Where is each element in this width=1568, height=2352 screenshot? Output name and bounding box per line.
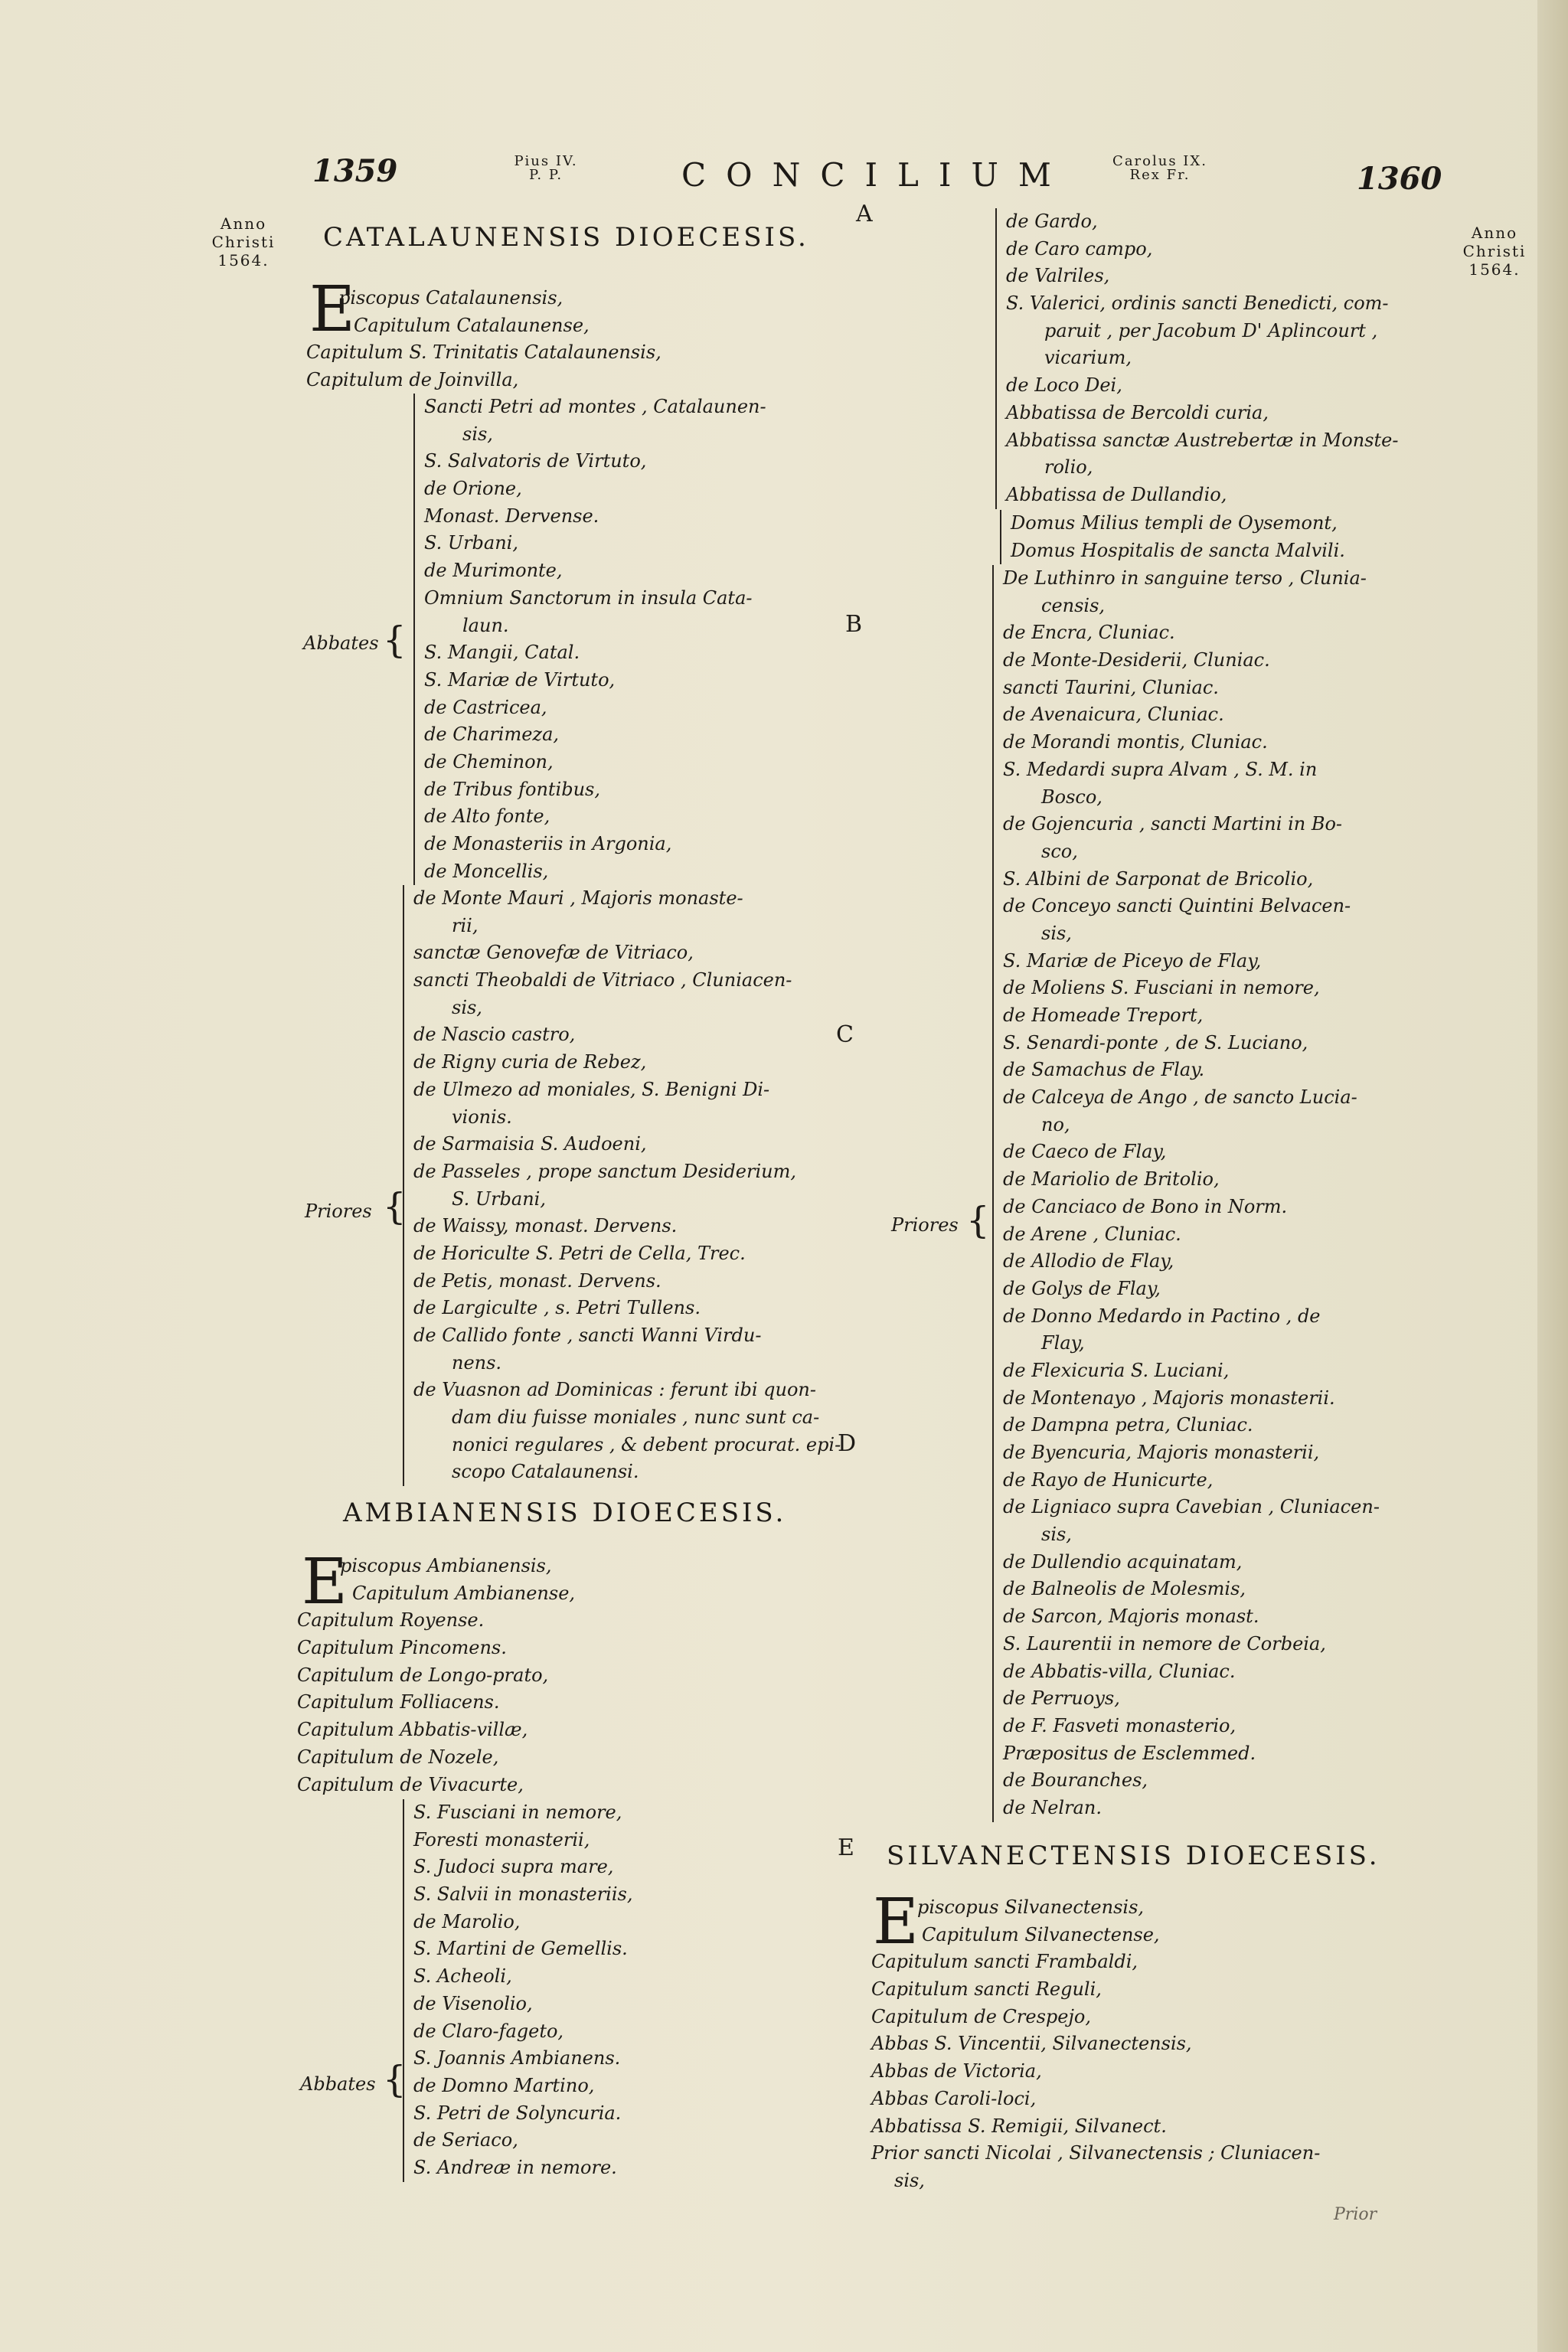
- header-king: Carolus IX.: [1112, 153, 1207, 169]
- year: 1564.: [217, 251, 270, 270]
- list-item: de Murimonte,: [424, 560, 563, 582]
- intro-line: Capitulum de Longo-prato,: [297, 1664, 549, 1686]
- list-item: Capitulum sancti Frambaldi,: [871, 1951, 1138, 1973]
- list-item: Monast. Dervense.: [424, 505, 599, 527]
- list-item: de Seriaco,: [413, 2129, 518, 2151]
- header-king-title: Rex Fr.: [1129, 167, 1191, 183]
- list-item: de Nelran.: [1003, 1796, 1102, 1818]
- right-priores-label: Priores: [891, 1214, 959, 1236]
- list-item: de Rayo de Hunicurte,: [1003, 1468, 1214, 1491]
- list-item: rii,: [452, 914, 479, 936]
- list-item: S. Senardi-ponte , de S. Luciano,: [1003, 1031, 1308, 1054]
- list-item: de Bouranches,: [1003, 1769, 1148, 1792]
- intro-line: Capitulum de Vivacurte,: [297, 1773, 524, 1795]
- list-item: de Caro campo,: [1006, 237, 1153, 260]
- anno-christi-left: [198, 214, 289, 270]
- list-item: de Passeles , prope sanctum Desiderium,: [413, 1160, 796, 1182]
- list-item: Abbatissa S. Remigii, Silvanect.: [871, 2115, 1167, 2137]
- list-item: S. Mangii, Catal.: [424, 642, 580, 664]
- list-item: de Castricea,: [424, 696, 547, 718]
- ambianensis-title: AMBIANENSIS DIOECESIS.: [343, 1498, 787, 1528]
- intro-line: Capitulum Folliacens.: [297, 1691, 500, 1713]
- page-header: [0, 153, 1568, 199]
- list-item: de Canciaco de Bono in Norm.: [1003, 1195, 1288, 1217]
- list-item: de Moncellis,: [424, 860, 549, 882]
- anno-word: Anno: [1471, 224, 1518, 242]
- list-item: no,: [1041, 1113, 1070, 1135]
- list-item: S. Medardi supra Alvam , S. M. in: [1003, 758, 1318, 780]
- list-item: de Flexicuria S. Luciani,: [1003, 1359, 1230, 1381]
- list-item: S. Mariæ de Piceyo de Flay,: [1003, 949, 1262, 972]
- list-item: Prior sancti Nicolai , Silvanectensis ; Cluniacen-: [871, 2142, 1321, 2164]
- intro-line: Capitulum de Nozele,: [297, 1746, 499, 1768]
- list-item: de Morandi montis, Cluniac.: [1003, 731, 1268, 753]
- list-item: S. Martini de Gemellis.: [413, 1938, 628, 1960]
- list-item: Abbas S. Vincentii, Silvanectensis,: [871, 2033, 1192, 2055]
- running-title: CONCILIUM: [681, 156, 1071, 194]
- header-pope: Pius IV.: [514, 153, 578, 169]
- list-item: S. Laurentii in nemore de Corbeia,: [1003, 1632, 1326, 1655]
- list-item: Capitulum Silvanectense,: [922, 1923, 1160, 1945]
- list-item: de Moliens S. Fusciani in nemore,: [1003, 977, 1320, 999]
- christi-word: Christi: [1462, 242, 1527, 260]
- list-item: de Claro-fageto,: [413, 2020, 564, 2042]
- list-item: vicarium,: [1044, 347, 1132, 369]
- list-item: de Monte Mauri , Majoris monaste-: [413, 887, 743, 909]
- list-item: de Samachus de Flay.: [1003, 1059, 1205, 1081]
- anno-word: Anno: [220, 214, 267, 233]
- ambianensis-abbates-label: Abbates: [300, 2073, 376, 2095]
- list-item: S. Urbani,: [452, 1187, 546, 1210]
- list-item: de Largiculte , s. Petri Tullens.: [413, 1297, 701, 1319]
- list-item: de Gardo,: [1006, 211, 1098, 232]
- catalaunensis-title: CATALAUNENSIS DIOECESIS.: [323, 222, 809, 253]
- intro-line: piscopus Catalaunensis,: [338, 287, 564, 309]
- silvanectensis-list: [871, 1894, 1453, 2195]
- list-item: de Visenolio,: [413, 1992, 533, 2014]
- list-item: S. Petri de Solyncuria.: [413, 2102, 622, 2124]
- list-item: Abbas Caroli-loci,: [871, 2087, 1037, 2109]
- list-item: de Alto fonte,: [424, 805, 550, 828]
- list-item: paruit , per Jacobum D' Aplincourt ,: [1044, 319, 1378, 341]
- list-item: Abbatissa de Dullandio,: [1006, 483, 1227, 505]
- right-page-number: 1360: [1357, 161, 1442, 197]
- catalaunensis-priores-label: Priores: [305, 1200, 372, 1222]
- list-item: Abbas de Victoria,: [871, 2060, 1042, 2082]
- brace-icon: {: [383, 2058, 407, 2101]
- list-item: scopo Catalaunensi.: [452, 1461, 639, 1483]
- list-item: S. Salvii in monasteriis,: [413, 1883, 633, 1906]
- list-item: S. Urbani,: [424, 532, 518, 554]
- list-item: de Abbatis-villa, Cluniac.: [1003, 1660, 1236, 1682]
- list-item: de Marolio,: [413, 1910, 521, 1932]
- list-item: de Sarcon, Majoris monast.: [1003, 1606, 1259, 1628]
- list-item: nens.: [452, 1351, 502, 1374]
- list-item: censis,: [1041, 594, 1106, 616]
- list-item: sis,: [1041, 922, 1072, 944]
- catchword: Prior: [1334, 2205, 1377, 2224]
- brace-icon: {: [383, 619, 407, 662]
- list-item: Bosco,: [1041, 786, 1102, 808]
- list-item: Capitulum sancti Reguli,: [871, 1978, 1102, 2001]
- list-item: de Callido fonte , sancti Wanni Virdu-: [413, 1325, 762, 1346]
- list-item: Omnium Sanctorum in insula Cata-: [424, 586, 753, 609]
- right-priores-list: [992, 565, 1470, 1822]
- list-item: Domus Milius templi de Oysemont,: [1011, 512, 1338, 534]
- list-item: de Monasteriis in Argonia,: [424, 833, 672, 854]
- margin-letter-d: D: [838, 1430, 857, 1457]
- brace-icon: {: [383, 1185, 407, 1228]
- list-item: sanctæ Genovefæ de Vitriaco,: [413, 942, 694, 964]
- list-item: sancti Taurini, Cluniac.: [1003, 676, 1219, 698]
- margin-letter-b: B: [845, 611, 863, 638]
- list-item: de Cheminon,: [424, 750, 554, 773]
- list-item: de Charimeza,: [424, 724, 560, 746]
- list-item: Abbatissa de Bercoldi curia,: [1006, 401, 1269, 423]
- left-header-note: [496, 155, 596, 182]
- margin-letter-c: C: [836, 1021, 854, 1048]
- list-item: de F. Fasveti monasterio,: [1003, 1714, 1236, 1736]
- margin-letter-e: E: [838, 1834, 854, 1861]
- list-item: de Ligniaco supra Cavebian , Cluniacen-: [1003, 1496, 1380, 1518]
- list-item: de Tribus fontibus,: [424, 778, 600, 800]
- list-item: S. Judoci supra mare,: [413, 1856, 614, 1878]
- list-item: de Horiculte S. Petri de Cella, Trec.: [413, 1242, 746, 1264]
- list-item: sis,: [894, 2169, 925, 2191]
- catalaunensis-abbates-list: [413, 394, 822, 885]
- intro-line: Capitulum Ambianense,: [352, 1582, 576, 1604]
- list-item: piscopus Silvanectensis,: [917, 1896, 1145, 1918]
- list-item: S. Valerici, ordinis sancti Benedicti, com-: [1006, 292, 1389, 315]
- catalaunensis-initial: E: [309, 273, 355, 346]
- list-item: de Donno Medardo in Pactino , de: [1003, 1305, 1321, 1327]
- right-header-note: [1095, 155, 1225, 182]
- christi-word: Christi: [211, 233, 276, 251]
- year: 1564.: [1468, 260, 1521, 279]
- list-item: de Byencuria, Majoris monasterii,: [1003, 1442, 1320, 1463]
- list-item: Capitulum de Crespejo,: [871, 2005, 1091, 2027]
- list-item: de Conceyo sancti Quintini Belvacen-: [1003, 895, 1351, 917]
- list-item: S. Mariæ de Virtuto,: [424, 668, 616, 691]
- list-item: de Homeade Treport,: [1003, 1004, 1204, 1026]
- list-item: de Allodio de Flay,: [1003, 1250, 1174, 1272]
- ambianensis-intro: [297, 1546, 787, 1798]
- intro-line: piscopus Ambianensis,: [340, 1555, 552, 1576]
- ambianensis-initial: E: [302, 1546, 348, 1619]
- list-item: de Dullendio acquinatam,: [1003, 1550, 1243, 1573]
- list-item: de Calceya de Ango , de sancto Lucia-: [1003, 1086, 1357, 1109]
- list-item: sis,: [452, 996, 482, 1018]
- list-item: S. Albini de Sarponat de Bricolio,: [1003, 867, 1314, 890]
- list-item: sco,: [1041, 840, 1078, 862]
- catalaunensis-abbates-label: Abbates: [303, 632, 379, 654]
- left-page-number: 1359: [312, 153, 398, 189]
- intro-line: Capitulum Catalaunense,: [354, 314, 590, 336]
- list-item: de Ulmezo ad moniales, S. Benigni Di-: [413, 1078, 770, 1100]
- list-item: de Dampna petra, Cluniac.: [1003, 1414, 1253, 1436]
- list-item: de Sarmaisia S. Audoeni,: [413, 1133, 647, 1155]
- list-item: de Gojencuria , sancti Martini in Bo-: [1003, 813, 1343, 835]
- list-item: S. Joannis Ambianens.: [413, 2047, 621, 2069]
- list-item: de Montenayo , Majoris monasterii.: [1003, 1387, 1335, 1409]
- list-item: Sancti Petri ad montes , Catalaunen-: [424, 396, 766, 417]
- list-item: de Petis, monast. Dervens.: [413, 1269, 662, 1292]
- list-item: rolio,: [1044, 456, 1093, 479]
- list-item: de Caeco de Flay,: [1003, 1141, 1167, 1163]
- brace-icon: {: [966, 1199, 990, 1242]
- list-item: de Balneolis de Molesmis,: [1003, 1578, 1246, 1600]
- list-item: Flay,: [1041, 1332, 1085, 1354]
- list-item: de Orione,: [424, 478, 522, 500]
- list-item: de Vuasnon ad Dominicas : ferunt ibi quon-: [413, 1379, 816, 1401]
- list-item: Præpositus de Esclemmed.: [1003, 1742, 1256, 1764]
- list-item: sis,: [462, 423, 493, 445]
- intro-line: Capitulum de Joinvilla,: [306, 369, 519, 391]
- silvanectensis-title: SILVANECTENSIS DIOECESIS.: [887, 1841, 1380, 1871]
- list-item: de Arene , Cluniac.: [1003, 1223, 1181, 1245]
- list-item: De Luthinro in sanguine terso , Clunia-: [1003, 567, 1367, 589]
- intro-line: Capitulum Abbatis-villæ,: [297, 1719, 528, 1741]
- list-item: nonici regulares , & debent procurat. epi-: [452, 1433, 841, 1455]
- list-item: de Golys de Flay,: [1003, 1277, 1161, 1299]
- list-item: de Mariolio de Britolio,: [1003, 1168, 1220, 1191]
- list-item: Abbatissa sanctæ Austrebertæ in Monste-: [1006, 429, 1399, 451]
- intro-line: Capitulum Royense.: [297, 1609, 485, 1632]
- list-item: laun.: [462, 614, 509, 636]
- list-item: de Rigny curia de Rebez,: [413, 1051, 647, 1073]
- list-item: de Encra, Cluniac.: [1003, 622, 1175, 644]
- list-item: dam diu fuisse moniales , nunc sunt ca-: [452, 1406, 820, 1429]
- list-item: S. Fusciani in nemore,: [413, 1802, 622, 1823]
- list-item: vionis.: [452, 1106, 512, 1128]
- list-item: de Monte-Desiderii, Cluniac.: [1003, 649, 1270, 671]
- margin-letter-a: A: [856, 201, 873, 227]
- list-item: sancti Theobaldi de Vitriaco , Cluniacen-: [413, 969, 792, 991]
- silvanectensis-initial: E: [873, 1886, 919, 1958]
- list-item: Foresti monasterii,: [413, 1828, 590, 1851]
- list-item: de Valriles,: [1006, 265, 1110, 287]
- list-item: S. Salvatoris de Virtuto,: [424, 450, 647, 472]
- list-item: de Loco Dei,: [1006, 374, 1122, 397]
- intro-line: Capitulum S. Trinitatis Catalaunensis,: [306, 341, 662, 364]
- catalaunensis-priores-list: [403, 885, 841, 1486]
- list-item: de Waissy, monast. Dervens.: [413, 1215, 678, 1237]
- catalaunensis-intro: [306, 285, 781, 394]
- list-item: de Domno Martino,: [413, 2074, 595, 2096]
- right-domus-list: [1000, 510, 1470, 564]
- intro-line: Capitulum Pincomens.: [297, 1637, 507, 1659]
- list-item: S. Andreæ in nemore.: [413, 2156, 617, 2178]
- header-pope-title: P. P.: [528, 167, 564, 183]
- ambianensis-abbates-list: [403, 1799, 812, 2182]
- right-top-list: [995, 208, 1473, 509]
- list-item: de Avenaicura, Cluniac.: [1003, 704, 1224, 726]
- next-page-edge: [1537, 0, 1568, 2352]
- list-item: de Nascio castro,: [413, 1024, 576, 1046]
- list-item: S. Acheoli,: [413, 1965, 512, 1988]
- list-item: Domus Hospitalis de sancta Malvili.: [1011, 539, 1345, 561]
- list-item: de Perruoys,: [1003, 1687, 1120, 1710]
- list-item: sis,: [1041, 1524, 1072, 1546]
